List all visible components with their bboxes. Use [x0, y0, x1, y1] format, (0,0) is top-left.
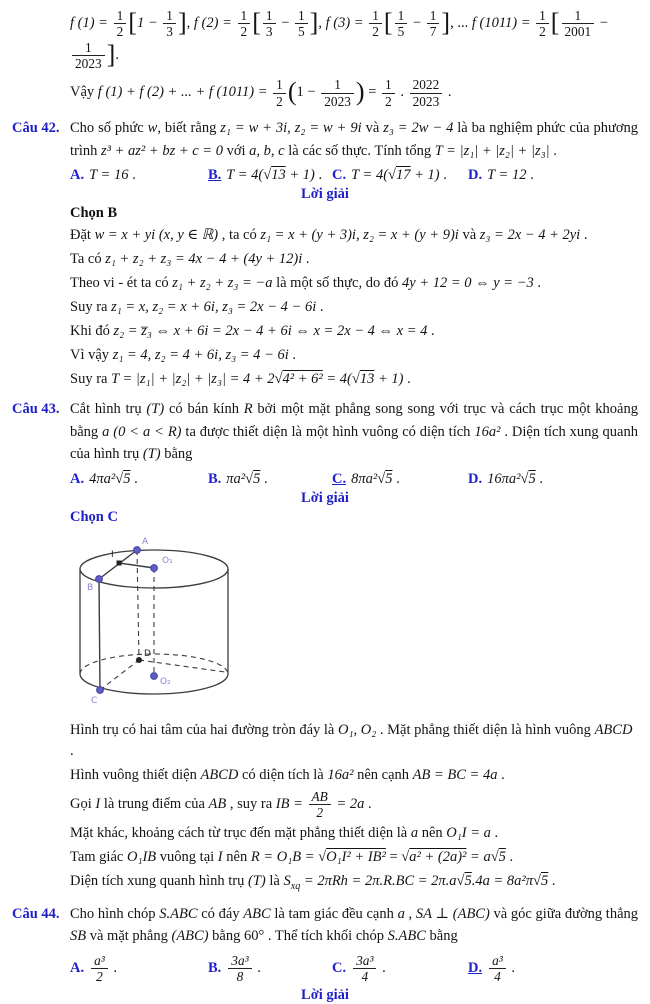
- point-A: [134, 546, 141, 553]
- question-44: [12, 903, 638, 948]
- solution-line: Suy ra z₁ = x, z₂ = x + 6i, z₃ = 2x − 4 − 6i .: [70, 299, 324, 316]
- option-letter: B.: [208, 167, 222, 183]
- solution-line: Suy ra T = |z₁| + |z₂| + |z₃| = 4 + 2√4² + 6² = 4(√13 + 1) .: [70, 371, 411, 388]
- option-c: [332, 167, 468, 184]
- option-b: [208, 167, 332, 184]
- option-a: [70, 953, 208, 985]
- label-C: C: [91, 695, 98, 706]
- option-value: $\frac{\text{a³}}{2}$ .: [89, 953, 117, 985]
- option-value: 8πa²√5 .: [351, 470, 400, 487]
- solution-line: Ta có z₁ + z₂ + z₃ = 4x − 4 + (4y + 12)i .: [70, 251, 310, 268]
- option-b: [208, 953, 332, 985]
- solution-line: Gọi I là trung điểm của AB , suy ra IB = $\frac{AB}{2}$ = 2a .: [70, 788, 372, 820]
- question-42: [12, 117, 638, 162]
- solution-line: Mặt khác, khoảng cách từ trục đến mặt phẳng thiết diện là a nên O₁I = a .: [70, 825, 499, 842]
- point-O1: [151, 564, 158, 571]
- question-44-text: Cho hình chóp S.ABC có đáy ABC là tam giác đều cạnh a , SA ⊥ (ABC) và góc giữa đường thẳng SB và mặt phẳng (ABC) bằng 60° . Thể tích khối chóp S.ABC bằng: [70, 905, 639, 945]
- cylinder-figure: [70, 532, 638, 712]
- label-O2: O₂: [160, 676, 171, 687]
- option-value: $\frac{\text{3a³}}{8}$ .: [226, 953, 261, 985]
- edge-CD-hidden: [100, 660, 139, 690]
- point-I: [117, 560, 122, 565]
- option-letter: C.: [332, 167, 347, 183]
- option-letter: B.: [208, 470, 222, 487]
- option-letter: C.: [332, 960, 347, 977]
- solution-heading: Lời giải: [301, 186, 349, 202]
- option-letter: D.: [468, 167, 483, 183]
- point-C: [97, 686, 104, 693]
- option-d: [468, 953, 638, 985]
- option-value: T = 12 .: [487, 167, 534, 183]
- option-a: [70, 471, 208, 488]
- label-A: A: [142, 536, 149, 547]
- question-44-options: [12, 953, 638, 985]
- option-value: 4πa²√5 .: [89, 470, 138, 487]
- solution-line: Đặt w = x + yi (x, y ∈ ℝ) , ta có z₁ = x + (y + 3)i, z₂ = x + (y + 9)i và z₃ = 2x − 4 + 2yi .: [70, 227, 588, 243]
- option-letter: B.: [208, 960, 222, 977]
- edge-BC: [99, 579, 100, 690]
- segment-IO1: [119, 563, 154, 568]
- option-c: [332, 953, 468, 985]
- option-value: $\frac{\text{a³}}{4}$ .: [487, 953, 515, 985]
- option-letter: A.: [70, 470, 85, 487]
- question-43-label: Câu 43.: [12, 401, 60, 418]
- option-letter: C.: [332, 470, 347, 487]
- label-I: I: [111, 549, 114, 560]
- question-43-text: Cắt hình trụ (T) có bán kính R bởi một mặt phẳng song song với trục và cách trục một khoảng bằng a (0 < a < R) ta được thiết diện là một hình vuông có diện tích 16a² . Diện tích xung quanh của hình trụ (T) bằng: [70, 401, 638, 463]
- option-c: [332, 471, 468, 488]
- option-letter: A.: [70, 167, 85, 183]
- option-b: [208, 471, 332, 488]
- option-value: πa²√5 .: [226, 470, 268, 487]
- option-value: $\frac{\text{3a³}}{4}$ .: [351, 953, 386, 985]
- label-O1: O₁: [162, 555, 173, 566]
- cylinder-diagram: [70, 532, 255, 707]
- intro-formula-line-1: f (1) = $\frac{1}{2}$ [1 − $\frac{1}{3}$ ], f (2) = $\frac{1}{2}$ [ $\frac{1}{3}$ − $\frac{1}{5}$ ], f (3) = $\frac{1}{2}$ [ $\frac{1}{5}$ − $\frac{1}{7}$ ], ... f (1011) = $\frac{1}{2}$ [ $\frac{1}{2001}$ − $\frac{1}{2023}$ ].: [70, 7, 608, 72]
- question-43-options: [12, 471, 638, 488]
- option-letter: A.: [70, 960, 85, 977]
- solution-line: Hình trụ có hai tâm của hai đường tròn đáy là O₁, O₂ . Mặt phẳng thiết diện là hình vuông ABCD .: [70, 721, 633, 759]
- solution-line: Hình vuông thiết diện ABCD có diện tích là 16a² nên cạnh AB = BC = 4a .: [70, 766, 505, 783]
- point-B: [96, 575, 103, 582]
- question-42-label: Câu 42.: [12, 120, 60, 137]
- solution-heading: Lời giải: [301, 489, 349, 506]
- chosen-answer: Chọn B: [70, 205, 118, 221]
- option-value: T = 16 .: [89, 167, 136, 183]
- solution-line: Khi đó z₂ = z̅₃ ⇔ x + 6i = 2x − 4 + 6i ⇔ x = 2x − 4 ⇔ x = 4 .: [70, 323, 435, 340]
- solution-heading: Lời giải: [301, 986, 349, 1003]
- solution-line: Vì vậy z₁ = 4, z₂ = 4 + 6i, z₃ = 4 − 6i .: [70, 347, 296, 364]
- option-d: [468, 471, 638, 488]
- option-d: [468, 167, 638, 184]
- question-44-label: Câu 44.: [12, 905, 60, 922]
- option-letter: D.: [468, 470, 483, 487]
- solution-line: Diện tích xung quanh hình trụ (T) là $S_{xq} = 2\pi Rh = 2\pi.R.BC = 2\pi.a√5.4a = 8a^2\pi√5$ .: [70, 873, 556, 893]
- option-letter: D.: [468, 960, 483, 977]
- label-B: B: [87, 582, 94, 593]
- point-O2: [151, 672, 158, 679]
- question-42-options: [12, 167, 638, 184]
- option-value: T = 4(√17 + 1) .: [351, 167, 447, 183]
- solution-line: Tam giác O₁IB vuông tại I nên R = O₁B = √O₁I² + IB² = √a² + (2a)² = a√5 .: [70, 849, 514, 866]
- solution-line: Theo vi - ét ta có z₁ + z₂ + z₃ = −a là một số thực, do đó 4y + 12 = 0 ⇔ y = −3 .: [70, 275, 541, 292]
- question-43: [12, 398, 638, 465]
- label-D: D: [144, 648, 151, 659]
- point-D: [136, 657, 142, 663]
- intro-formula-line-2: Vậy f (1) + f (2) + ... + f (1011) = $\frac{1}{2}$ (1 − $\frac{1}{2023}$ ) = $\frac{1}{2}$ . $\frac{2022}{2023}$ .: [70, 77, 452, 109]
- option-value: 16πa²√5 .: [487, 470, 543, 487]
- option-a: [70, 167, 208, 184]
- question-42-text: Cho số phức w, biết rằng z₁ = w + 3i, z₂ = w + 9i và z₃ = 2w − 4 là ba nghiệm phức của phương trình z³ + az² + bz + c = 0 với a, b, c là các số thực. Tính tổng T = |z₁| + |z₂| + |z₃| .: [70, 120, 638, 159]
- option-value: T = 4(√13 + 1) .: [226, 167, 323, 183]
- chosen-answer: Chọn C: [70, 508, 118, 525]
